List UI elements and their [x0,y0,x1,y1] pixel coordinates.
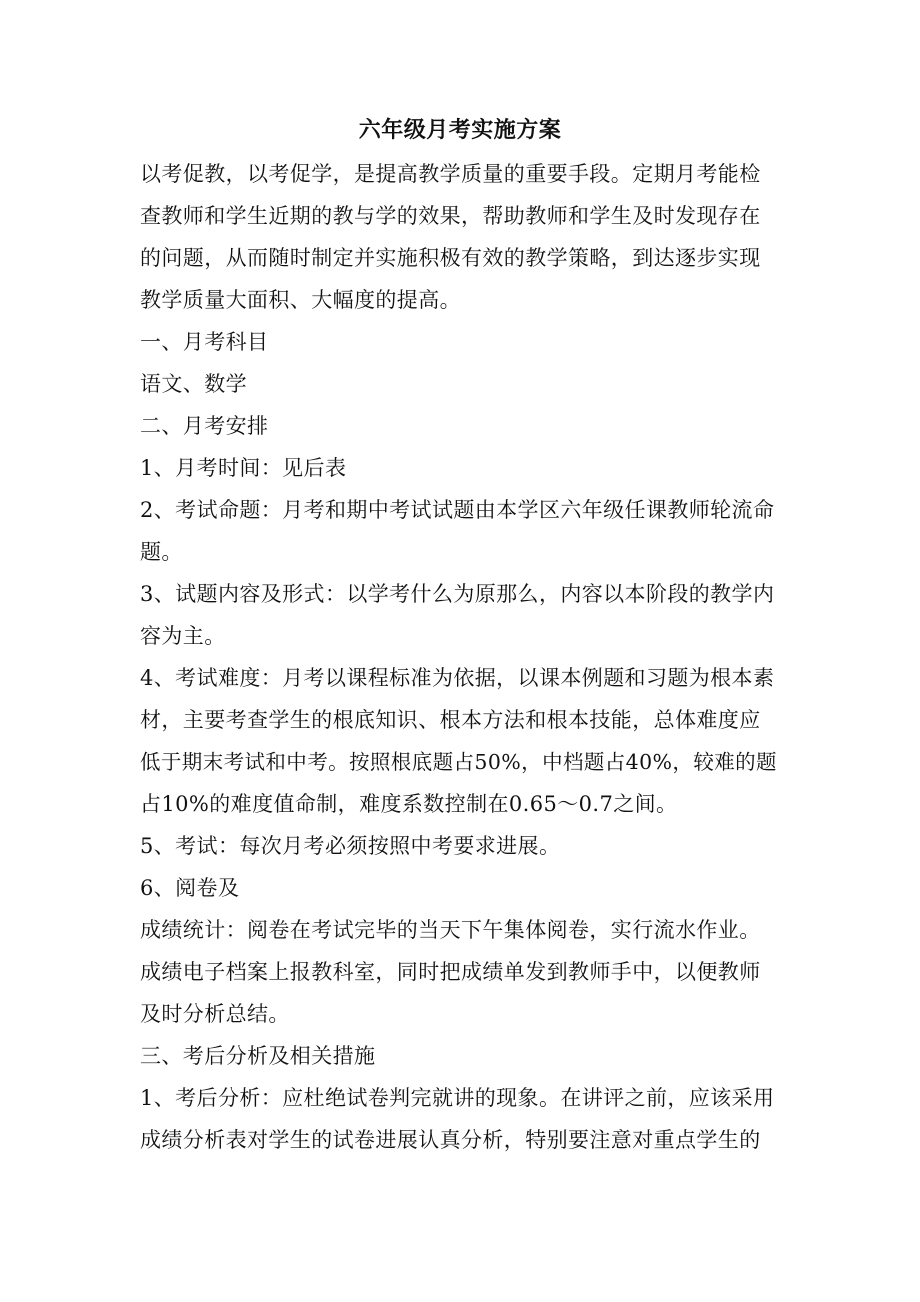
paragraph [140,447,780,489]
text-line: 查教师和学生近期的教与学的效果，帮助教师和学生及时发现存在 [140,204,761,228]
text-line: 一、月考科目 [140,330,269,354]
text-line: 6、阅卷及 [140,876,240,900]
paragraph [140,363,780,405]
text-line: 三、考后分析及相关措施 [140,1044,376,1068]
paragraph [140,1077,780,1161]
text-line: 的问题，从而随时制定并实施积极有效的教学策略，到达逐步实现 [140,246,761,270]
text-line: 1、月考时间：见后表 [140,456,347,480]
document-page [140,107,780,1161]
text-line: 占10%的难度值命制，难度系数控制在0.65～0.7之间。 [140,792,678,816]
document-title: 六年级月考实施方案 [358,117,562,143]
text-line: 题。 [140,540,183,564]
paragraph [140,321,780,363]
text-line: 成绩分析表对学生的试卷进展认真分析，特别要注意对重点学生的 [140,1128,761,1152]
paragraph [140,825,780,867]
paragraph [140,573,780,657]
text-line: 成绩电子档案上报教科室，同时把成绩单发到教师手中，以便教师 [140,960,761,984]
paragraph [140,153,780,321]
paragraph [140,867,780,909]
text-line: 2、考试命题：月考和期中考试试题由本学区六年级任课教师轮流命 [140,498,775,522]
document-body [140,153,780,1161]
paragraph [140,489,780,573]
text-line: 教学质量大面积、大幅度的提高。 [140,288,461,312]
text-line: 1、考后分析：应杜绝试卷判完就讲的现象。在讲评之前，应该采用 [140,1086,775,1110]
text-line: 5、考试：每次月考必须按照中考要求进展。 [140,834,561,858]
text-line: 以考促教，以考促学，是提高教学质量的重要手段。定期月考能检 [140,162,761,186]
text-line: 材，主要考查学生的根底知识、根本方法和根本技能，总体难度应 [140,708,761,732]
text-line: 语文、数学 [140,372,247,396]
paragraph [140,405,780,447]
text-line: 容为主。 [140,624,226,648]
text-line: 及时分析总结。 [140,1002,290,1026]
text-line: 低于期末考试和中考。按照根底题占50%，中档题占40%，较难的题 [140,750,777,774]
paragraph [140,909,780,1035]
text-line: 二、月考安排 [140,414,269,438]
text-line: 成绩统计：阅卷在考试完毕的当天下午集体阅卷，实行流水作业。 [140,918,761,942]
text-line: 3、试题内容及形式：以学考什么为原那么，内容以本阶段的教学内 [140,582,775,606]
paragraph [140,657,780,825]
paragraph [140,1035,780,1077]
text-line: 4、考试难度：月考以课程标准为依据，以课本例题和习题为根本素 [140,666,775,690]
